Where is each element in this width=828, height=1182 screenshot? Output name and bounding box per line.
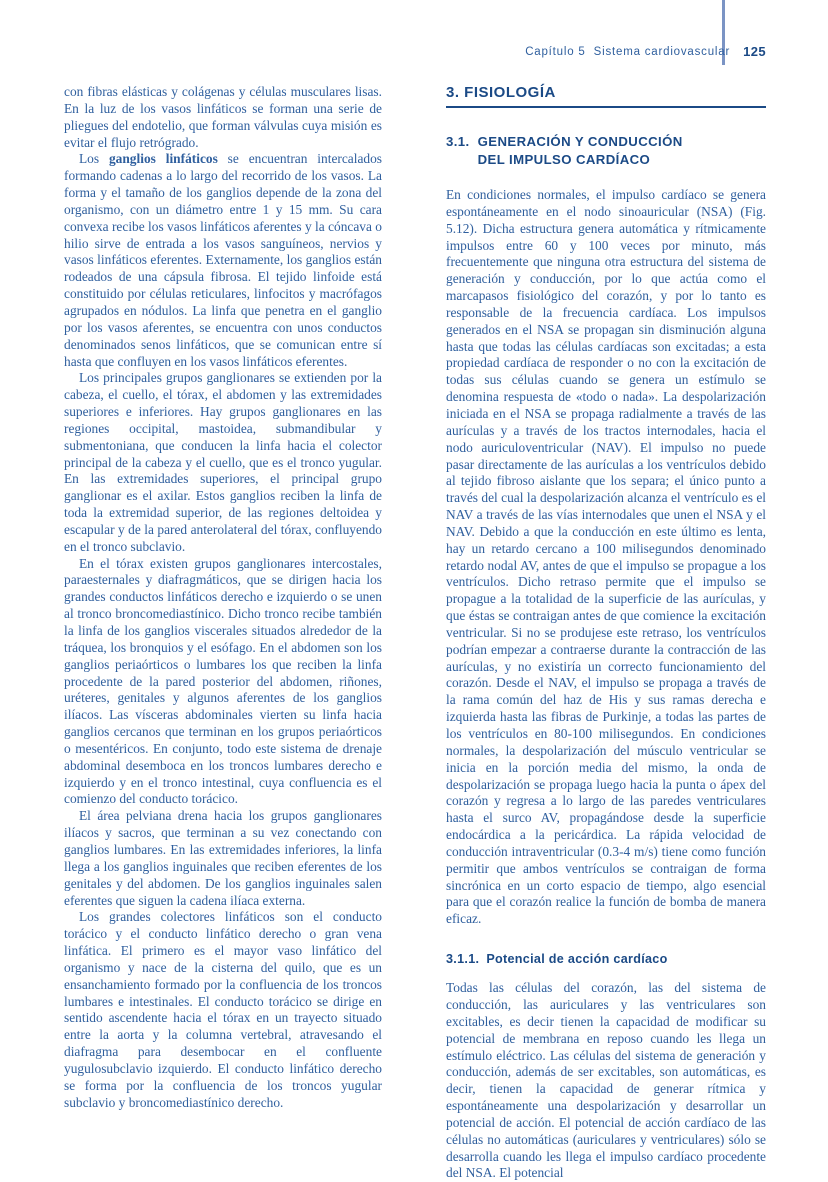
running-head	[525, 44, 766, 59]
paragraph: En condiciones normales, el impulso cardíaco se genera espontáneamente en el nodo sinoauricular (NSA) (Fig. 5.12). Dicha estructura genera automática y rítmicamente impulsos entre 60 y 100 veces por minuto, más frecuentemente que ninguna otra estructura del sistema de generación y conducción, por lo que actúa como el marcapasos fisiológico del corazón, y por lo tanto es responsable de la frecuencia cardíaca. Los impulsos generados en el NSA se propagan sin disminución alguna hasta que todas las células cardíacas son excitadas; a esta propiedad cardíaca de responder o no con la excitación de todas sus células cuando se genera un estímulo se denomina respuesta de «todo o nada». La despolarización iniciada en el NSA se propaga radialmente a través de las aurículas y a través de los tractos internodales, hacia el nodo auriculoventricular (NAV). El impulso no puede pasar directamente de las aurículas a los ventrículos debido al tejido fibroso aislante que los separa; el único punto a través del cual la despolarización alcanza el ventrículo es el NAV a través de las vías internodales que unen el NSA y el NAV. Debido a que la conducción en este último es lenta, hay un retardo cercano a 100 milisegundos denominado retardo nodal AV, antes de que el impulso se propague a los ventrículos. Dicho retraso permite que el impulso se propague a la totalidad de la superficie de las aurículas, y que éstas se contraigan antes de que comience la excitación ventricular. Si no se produjese este retraso, los ventrículos podrían empezar a contraerse durante la contracción de las aurículas, y no existiría un correcto funcionamiento del corazón. Desde el NAV, el impulso se propaga a través de la rama común del haz de His y sus ramas derecha e izquierda hasta las fibras de Purkinje, a todas las partes de los ventrículos en 80-100 milisegundos. En condiciones normales, la despolarización del músculo ventricular se inicia en la porción media del mismo, la onda de despolarización se propaga luego hacia la punta o ápex del corazón y regresa a lo largo de las paredes ventriculares hasta el surco AV, propagándose desde la superficie endocárdica a la pericárdica. La rápida velocidad de conducción intraventricular (0.3-4 m/s) tiene como función permitir que ambos ventrículos se contraigan de forma sincrónica en un corto espacio de tiempo, algo esencial para que el corazón realice la función de bomba de manera eficaz.	[446, 187, 766, 927]
subsection-title-line2: DEL IMPULSO CARDÍACO	[477, 152, 651, 167]
paragraph: El área pelviana drena hacia los grupos ganglionares ilíacos y sacros, que terminan a su vez conectando con ganglios lumbares. En las extremidades inferiores, la linfa llega a los ganglios inguinales que reciben eferentes de los genitales y del abdomen. De los ganglios inguinales salen eferentes que siguen la cadena ilíaca externa.	[64, 808, 382, 908]
running-head-chapter: Capítulo 5	[525, 45, 586, 58]
subsubsection-heading	[446, 952, 766, 966]
paragraph: Los grandes colectores linfáticos son el conducto torácico y el conducto linfático derecho o gran vena linfática. El primero es el mayor vaso linfático del organismo y nace de la cisterna del quilo, que es un ensanchamiento formado por la confluencia de los troncos lumbares e intestinales. El conducto torácico se dirige en sentido ascendente hacia el tórax en un trayecto situado entre la aorta y la columna vertebral, atravesando el diafragma para desembocar en el confluente yugulosubclavio izquierdo. El conducto linfático derecho se forma por la confluencia de los troncos yugular subclavio y broncomediastínico derecho.	[64, 909, 382, 1110]
bold-term: ganglios linfáticos	[108, 151, 218, 167]
subsection-title	[478, 133, 766, 169]
paragraph: En el tórax existen grupos ganglionares intercostales, paraesternales y diafragmáticos, que se dirigen hacia los grandes conductos linfáticos derecho e izquierdo o se unen al tronco broncomediastínico. Dicho tronco recibe también la linfa de los ganglios viscerales situados alrededor de la tráquea, los bronquios y el esófago. En el abdomen son los ganglios periaórticos o lumbares los que reciben la linfa procedente de la pared posterior del abdomen, riñones, uréteres, genitales y algunos aferentes de los ganglios ilíacos. Las vísceras abdominales vierten su linfa hacia ganglios cercanos que terminan en los grupos periaórticos o mesentéricos. En conjunto, todo este sistema de drenaje abdominal desemboca en los troncos lumbares derecho e izquierdo y en el tronco intestinal, cuya confluencia es el comienzo del conducto torácico.	[64, 555, 382, 807]
paragraph: Todas las células del corazón, las del sistema de conducción, las auriculares y las ventriculares son excitables, es decir tienen la capacidad de modificar su potencial de membrana en reposo cuando les llega un estímulo eléctrico. Las células del sistema de generación y conducción, además de ser excitables, son automáticas, es decir, tienen la capacidad de generar rítmica y espontáneamente una despolarización y desarrollar un potencial de acción. El potencial de acción cardíaco de las células no automáticas (auriculares y ventriculares) sólo se desarrolla cuando les llega el impulso cardíaco procedente del NSA. El potencial	[446, 980, 766, 1181]
paragraph-ganglios-linfaticos	[64, 151, 382, 370]
subsection-number: 3.1.	[446, 134, 470, 149]
subsection-title-line1: GENERACIÓN Y CONDUCCIÓN	[477, 134, 683, 149]
subsubsection-title: Potencial de acción cardíaco	[486, 952, 668, 967]
paragraph-rest: se encuentran intercalados formando cadenas a lo largo del recorrido de los vasos. La forma y el tamaño de los ganglios depende de la zona del organismo, con un diámetro entre 1 y 15 mm. Su cara convexa recibe los vasos linfáticos aferentes y la cóncava o hilio sirve de entrada a los vasos sanguíneos, nervios y vasos linfáticos eferentes. Externamente, los ganglios están rodeados de una cápsula fibrosa. El tejido linfoide está constituido por células reticulares, linfocitos y macrófagos agrupados en nódulos. La linfa que penetra en el ganglio por los vasos aferentes, se encuentra con unos conductos denominados senos linfáticos, que se comunican entre sí hasta que confluyen en los vasos linfáticos eferentes.	[64, 151, 382, 369]
section-heading: 3. FISIOLOGÍA	[446, 84, 766, 108]
subsection-heading	[446, 133, 766, 169]
paragraph: con fibras elásticas y colágenas y células musculares lisas. En la luz de los vasos linfáticos se forman una serie de pliegues del endotelio, que forman válvulas cuya misión es evitar el flujo retrógrado.	[64, 84, 382, 150]
page-number: 125	[743, 44, 766, 59]
left-column	[64, 84, 382, 1111]
paragraph: Los principales grupos ganglionares se extienden por la cabeza, el cuello, el tórax, el abdomen y las extremidades superiores e inferiores. Hay grupos ganglionares en las regiones occipital, mastoidea, submandibular y submentoniana, que conducen la linfa hacia el colector principal de la cabeza y el cuello, que es el tronco yugular. En las extremidades superiores, el principal grupo ganglionar es el axilar. Estos ganglios reciben la linfa de toda la extremidad superior, de las regiones deltoidea y escapular y de la pared anterolateral del tórax, confluyendo en el tronco subclavio.	[64, 370, 382, 554]
paragraph-lead: Los	[79, 151, 109, 167]
running-head-title: Sistema cardiovascular	[593, 45, 731, 58]
subsubsection-number: 3.1.1.	[446, 952, 480, 967]
right-column	[446, 84, 766, 1182]
